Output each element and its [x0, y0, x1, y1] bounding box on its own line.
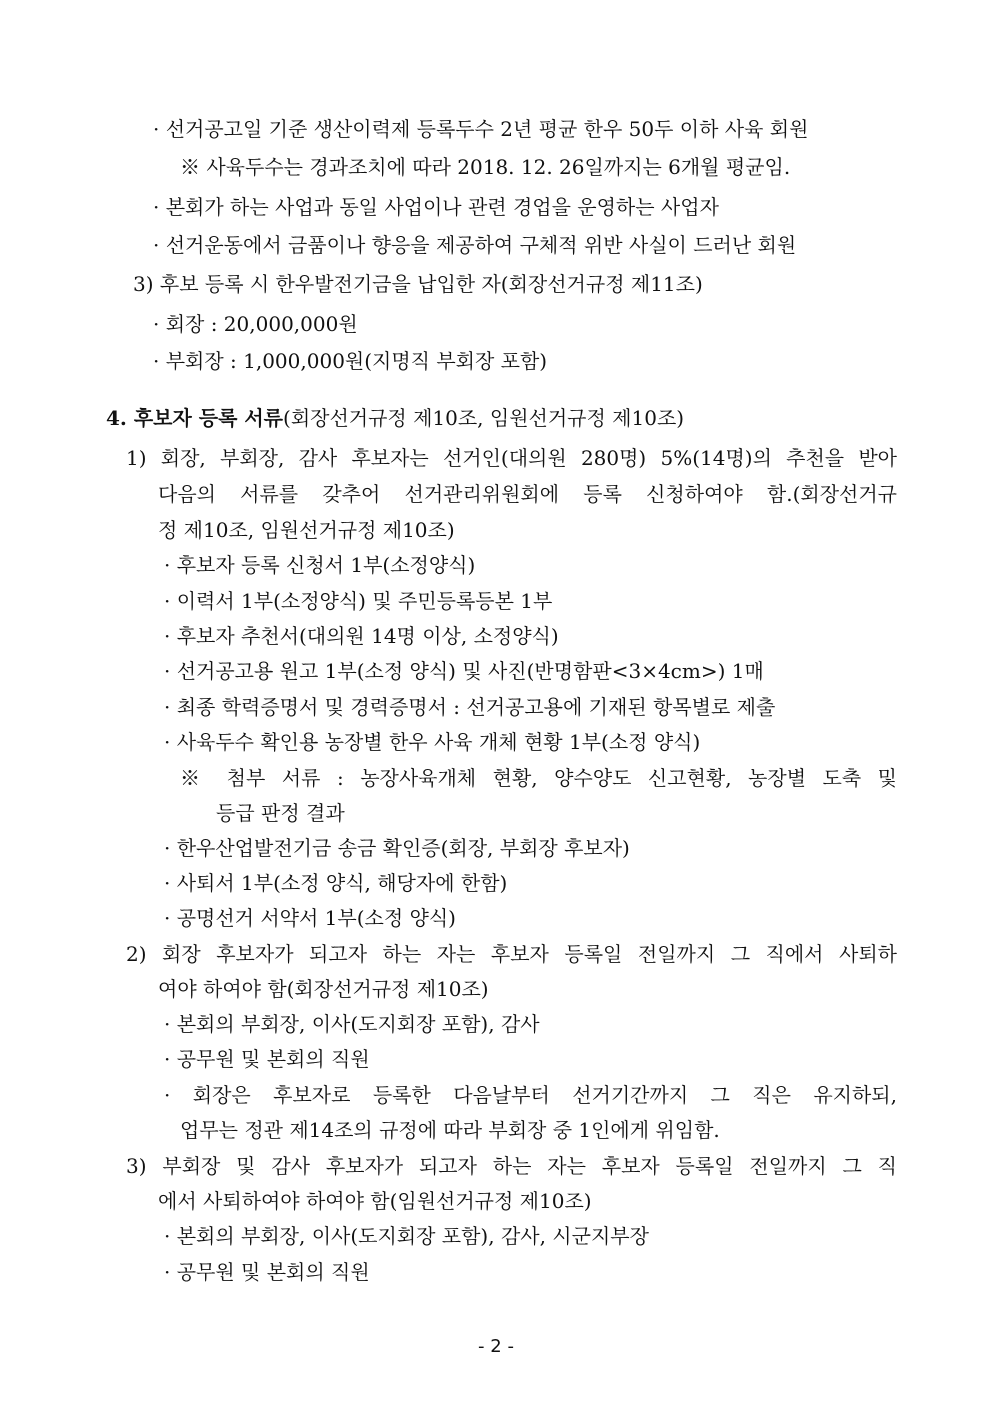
- resign-bullet-chairman-line-1: · 회장은 후보자로 등록한 다음날부터 선거기간까지 그 직은 유지하되,: [164, 1083, 897, 1107]
- item-3-line-1: 3) 부회장 및 감사 후보자가 되고자 하는 자는 후보자 등록일 전일까지 그 직: [126, 1154, 897, 1178]
- doc-bullet-resignation: · 사퇴서 1부(소정 양식, 해당자에 한함): [164, 871, 508, 895]
- page-number: - 2 -: [478, 1336, 514, 1357]
- resign-bullet-officers: · 본회의 부회장, 이사(도지회장 포함), 감사: [164, 1012, 540, 1036]
- fund-bullet-vice-chairman: · 부회장 : 1,000,000원(지명직 부회장 포함): [153, 349, 548, 373]
- fund-bullet-chairman: · 회장 : 20,000,000원: [153, 312, 358, 336]
- item-3-line-2: 에서 사퇴하여야 하여야 함(임원선거규정 제10조): [158, 1189, 592, 1213]
- resign-bullet-vice-public-officials: · 공무원 및 본회의 직원: [164, 1260, 370, 1284]
- resign-bullet-chairman-line-2: 업무는 정관 제14조의 규정에 따라 부회장 중 1인에게 위임함.: [180, 1118, 720, 1142]
- item-1-line-1: 1) 회장, 부회장, 감사 후보자는 선거인(대의원 280명) 5%(14명)의 추천을 받아: [126, 446, 897, 470]
- resign-bullet-vice-officers: · 본회의 부회장, 이사(도지회장 포함), 감사, 시군지부장: [164, 1224, 649, 1248]
- section-4-heading: [106, 404, 684, 432]
- eligibility-bullet-competing-business: · 본회가 하는 사업과 동일 사업이나 관련 경업을 운영하는 사업자: [153, 195, 719, 219]
- doc-bullet-recommendation: · 후보자 추천서(대의원 14명 이상, 소정양식): [164, 624, 559, 648]
- section-4-title: 4. 후보자 등록 서류: [106, 406, 284, 430]
- doc-bullet-fund-receipt: · 한우산업발전기금 송금 확인증(회장, 부회장 후보자): [164, 836, 630, 860]
- eligibility-bullet-herd-size: · 선거공고일 기준 생산이력제 등록두수 2년 평균 한우 50두 이하 사육 회원: [153, 117, 809, 141]
- item-2-line-2: 여야 하여야 함(회장선거규정 제10조): [158, 977, 489, 1001]
- item-1-line-3: 정 제10조, 임원선거규정 제10조): [158, 518, 455, 542]
- note-herd-transition: ※ 사육두수는 경과조치에 따라 2018. 12. 26일까지는 6개월 평균임.: [180, 155, 791, 179]
- note-attachments-line-2: 등급 판정 결과: [216, 801, 345, 825]
- item-2-line-1: 2) 회장 후보자가 되고자 하는 자는 후보자 등록일 전일까지 그 직에서 사퇴하: [126, 942, 897, 966]
- doc-bullet-manuscript-photo: · 선거공고용 원고 1부(소정 양식) 및 사진(반명함판<3×4cm>) 1매: [164, 659, 764, 683]
- section-4-reference: (회장선거규정 제10조, 임원선거규정 제10조): [283, 406, 685, 430]
- doc-bullet-pledge: · 공명선거 서약서 1부(소정 양식): [164, 906, 456, 930]
- doc-bullet-herd-status: · 사육두수 확인용 농장별 한우 사육 개체 현황 1부(소정 양식): [164, 730, 701, 754]
- eligibility-bullet-bribery: · 선거운동에서 금품이나 향응을 제공하여 구체적 위반 사실이 드러난 회원: [153, 233, 797, 257]
- note-attachments-line-1: ※ 첨부 서류 : 농장사육개체 현황, 양수양도 신고현황, 농장별 도축 및: [180, 766, 897, 790]
- doc-bullet-resume: · 이력서 1부(소정양식) 및 주민등록등본 1부: [164, 589, 553, 613]
- resign-bullet-public-officials: · 공무원 및 본회의 직원: [164, 1047, 370, 1071]
- doc-bullet-certificates: · 최종 학력증명서 및 경력증명서 : 선거공고용에 기재된 항목별로 제출: [164, 695, 776, 719]
- doc-bullet-application: · 후보자 등록 신청서 1부(소정양식): [164, 553, 476, 577]
- item-3-fund-payment: 3) 후보 등록 시 한우발전기금을 납입한 자(회장선거규정 제11조): [133, 272, 703, 296]
- item-1-line-2: 다음의 서류를 갖추어 선거관리위원회에 등록 신청하여야 함.(회장선거규: [158, 482, 897, 506]
